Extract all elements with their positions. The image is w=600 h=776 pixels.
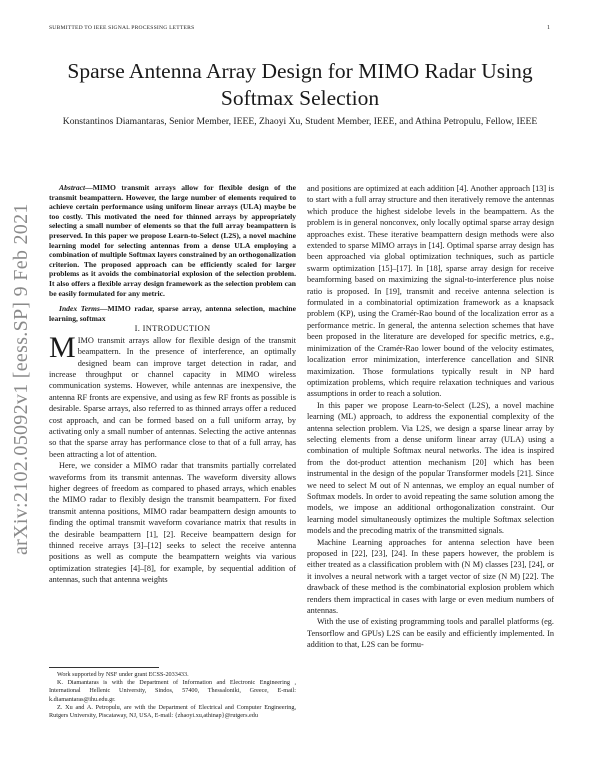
footnote-funding: Work supported by NSF under grant ECSS-2033433. (57, 671, 189, 678)
author-list: Konstantinos Diamantaras, Senior Member, IEEE, Zhaoyi Xu, Student Member, IEEE, and Athina Petropulu, Fellow, IEEE (62, 116, 538, 127)
footnote-rule (49, 667, 159, 668)
index-terms-text: —MIMO radar, sparse array, antenna selection, machine learning, softmax (49, 304, 297, 323)
running-header: SUBMITTED TO IEEE SIGNAL PROCESSING LETTERS (49, 25, 195, 31)
intro-paragraph-2: Here, we consider a MIMO radar that transmits partially correlated waveforms from its transmit antennas. The waveform diversity allows higher degrees of freedom as compared to phased arrays, which enables the MIMO radar to flexibly design the transmit beampattern. For fixed transmit antenna positions, MIMO radar beampattern design amounts to finding the optimal transmit waveform covariance matrix that results in the desirable beampattern [1], [2]. Receive beampattern design for thinned receive arrays [3]–[12] seeks to select the receive antenna positions as well as compute the beampattern weights via various optimization strategies [4]–[8], for example, by sequential addition of antennas, such that antenna weights (49, 461, 296, 585)
abstract-text: —MIMO transmit arrays allow for flexible design of the transmit beampattern. However, the large number of elements required to achieve certain performance using uniform linear arrays (ULA) maybe be too costly. This motivated the need for thinned arrays by appropriately selecting a small number of elements so that the full array beampattern is preserved. In this paper we propose Learn-to-Select (L2S), a novel machine learning model for selecting antennas from a dense ULA employing a combination of multiple Softmax layers constrained by an orthogonalization criterion. The proposed approach can be efficiently scaled for larger problems as it avoids the combinatorial explosion of the selection problem. It also offers a flexible array design framework as the selection problem can be easily formulated for any metric. (49, 183, 296, 298)
right-column (307, 183, 554, 651)
page-number: 1 (547, 25, 550, 31)
intro-paragraph-1-text: IMO transmit arrays allow for flexible design of the transmit beampattern. In the presence of interference, an optimally designed beam can improve target detection in radar, and increase throughput or channel capacity in MIMO wireless communication systems. However, while antennas are inexpensive, the antenna RF fronts are expensive, and using as few RF fronts as possible is desirable. Sparse arrays, also referred to as thinned arrays offer a reduced cost approach, and can be formed based on a full uniform array, by activating only a small number of antennas. Selecting the active antennas so that the sparse array has performance close to that of a full array, has been attracting a lot of attention. (49, 335, 296, 459)
abstract (49, 183, 296, 298)
footnotes (49, 671, 296, 720)
abstract-lead: Abstract (59, 183, 86, 192)
paper-title: Sparse Antenna Array Design for MIMO Radar Using Softmax Selection (67, 59, 533, 110)
footnote-affiliation-2: Z. Xu and A. Petropulu, are with the Department of Electrical and Computer Engineering, Rutgers University, Piscataway, NJ, USA, E-mail: {zhaoyi.xu,athinap}@rutgers.edu (49, 703, 296, 720)
index-terms (49, 304, 296, 323)
section-heading: I. INTRODUCTION (134, 323, 211, 334)
arxiv-identifier: arXiv:2102.05092v1 [eess.SP] 9 Feb 2021 (10, 203, 32, 555)
intro-paragraph-1 (49, 330, 296, 460)
footnote-affiliation-1: K. Diamantaras is with the Department of Information and Electronic Engineering , International Hellenic University, Sindos, 57400, Thessaloniki, Greece, E-mail: k.diamantaras@ihu.edu.gr. (49, 679, 296, 703)
drop-cap: M (49, 330, 76, 364)
left-column (49, 183, 296, 586)
intro-paragraph-4: In this paper we propose Learn-to-Select (L2S), a novel machine learning (ML) approach, to address the exponential complexity of the antenna selection problem. Via L2S, we design a sparse linear array by selecting elements from a dense uniform linear array (ULA) using a combination of multiple Softmax neural networks. The idea is inspired from the dot-product attention mechanism [20] which has been instrumental in the design of the popular Transformer models [21]. Since we need to select M out of N antennas, we employ an equal number of Softmax models. In order to avoid repeating the same solution among the models, we impose an additional orthogonalization constraint. Our learning model simultaneously optimizes the multiple Softmax selection models and the precoding matrix of the transmitted signals. (307, 400, 554, 536)
intro-paragraph-6: With the use of existing programming tools and parallel platforms (eg. Tensorflow and GPUs) L2S can be easily and efficiently implemented. In addition to that, L2S can be formu- (307, 617, 554, 650)
intro-paragraph-5: Machine Learning approaches for antenna selection have been proposed in [22], [23], [24]. In these papers however, the problem is either treated as a classification problem with (N M) classes [23], [24], or it involves a neural network with a target vector of size (N M) [22]. The drawback of these method is the combinatorial explosion problem which renders them impractical in cases with large or even medium numbers of antennas. (307, 537, 554, 616)
intro-paragraph-3: and positions are optimized at each addition [4]. Another approach [13] is to start with a full array structure and then iteratively remove the antennas which produce the highest sidelobe levels in the beampattern. As the problem is in general nonconvex, only locally optimal sparse array design approaches exist. These iterative beampattern design methods were also extended to sparse MIMO arrays in [14]. Optimal sparse array design has been approached via global optimization techniques, such as particle swarm optimization [15]–[17]. In [18], sparse array design for receive beamforming based on maximizing the signal-to-interference plus noise ratio is proposed. In [19], transmit and receive antenna selection is formulated in a combinatorial optimization framework as a knapsack problem (KP), using the Cramér-Rao bound of the localization error as a performance metric. In general, the antenna selection schemes that have been proposed in the literature are developed for specific metrics, e.g., minimization of the Cramér-Rao lower bound of the velocity estimates, localization error minimization, interference cancellation and SINR maximization. Those formulations typically result in NP hard optimization problems, which require relaxation techniques and various assumptions in order to reach a solution. (307, 184, 554, 399)
index-terms-lead: Index Terms (59, 304, 100, 314)
